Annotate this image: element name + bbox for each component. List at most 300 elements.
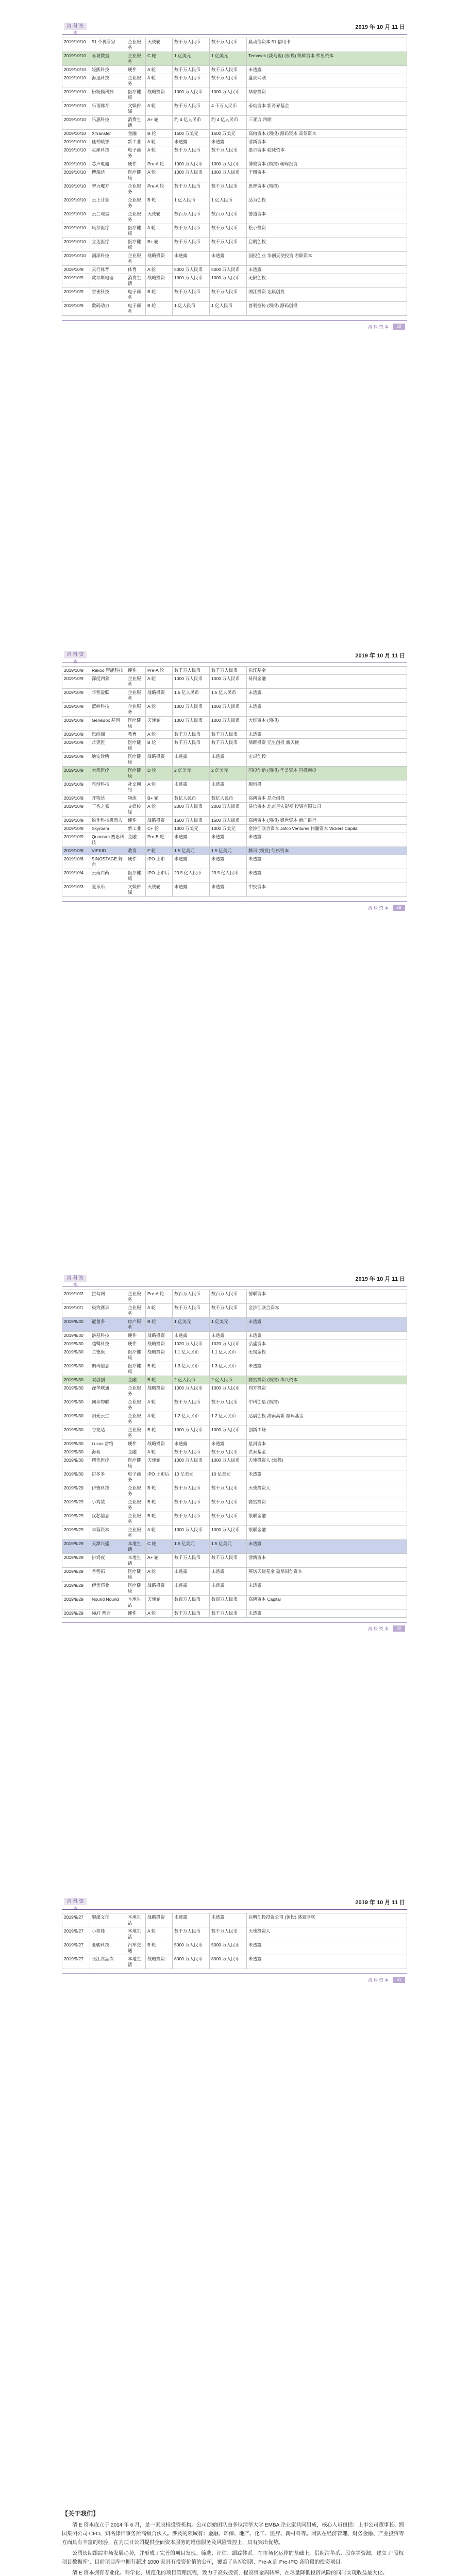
table-cell: 未透露	[247, 855, 407, 869]
table-cell: 10 亿美元	[210, 1470, 247, 1484]
table-cell: 未透露	[173, 753, 210, 767]
table-cell: 数亿人民币	[210, 794, 247, 803]
table-cell: 2019/10/10	[62, 38, 90, 52]
table-cell: 数千万人民币	[173, 1927, 210, 1941]
table-row	[62, 1440, 407, 1448]
about-section	[62, 2509, 407, 2576]
table-cell: 小桂娃	[90, 1927, 126, 1941]
table-cell: 医疗健康	[126, 88, 146, 102]
table-cell: 洛基科技	[90, 1332, 126, 1340]
table-cell: 文娱传媒	[126, 102, 146, 116]
table-cell: 2019/10/1	[62, 1304, 90, 1318]
table-cell: 约 4 亿人民币	[173, 116, 210, 130]
table-row	[62, 1318, 407, 1332]
table-cell: 数千万人民币	[173, 1512, 210, 1526]
table-cell: 丁香之家	[90, 803, 126, 817]
table-cell: GeneBox 基因	[90, 717, 126, 731]
table-cell: VIPKID	[90, 847, 126, 855]
table-cell: Nound Nound	[90, 1596, 126, 1609]
table-row	[62, 1348, 407, 1362]
table-row	[62, 1582, 407, 1596]
table-cell: 2019/10/9	[62, 731, 90, 739]
table-cell: 2019/10/8	[62, 855, 90, 869]
table-cell: 企业服务	[126, 1384, 146, 1398]
table-cell: 丰蓉资本	[90, 1526, 126, 1540]
table-cell: 2019/9/29	[62, 1526, 90, 1540]
table-cell: 未透露	[247, 1955, 407, 1969]
table-cell: 湘江投资 达晨创投	[247, 288, 407, 302]
table-cell: 数千万人民币	[173, 146, 210, 160]
table-cell: 大钰资本 (领投)	[247, 717, 407, 731]
table-row	[62, 1304, 407, 1318]
table-cell: 数千万人民币	[173, 1498, 210, 1512]
table-cell: 本地生活	[126, 1554, 146, 1568]
table-cell: 数千万人民币	[210, 739, 247, 753]
table-cell: 2019/9/30	[62, 1332, 90, 1340]
page-number: 28	[393, 324, 405, 330]
table-cell: 未透露	[173, 1440, 210, 1448]
table-cell: A 轮	[146, 1304, 173, 1318]
table-cell: 2019/9/30	[62, 1398, 90, 1412]
table-cell: 数千万人民币	[173, 288, 210, 302]
table-row	[62, 288, 407, 302]
table-cell: 数千万人民币	[173, 731, 210, 739]
header-logo: 清 科 资 本	[64, 1898, 87, 1905]
table-cell: 1000 万美元	[173, 825, 210, 833]
table-cell: A 轮	[146, 781, 173, 794]
table-cell: 本地生活	[126, 1955, 146, 1969]
table-cell: 2019/10/9	[62, 689, 90, 703]
table-cell: 2019/9/30	[62, 1340, 90, 1348]
table-cell: A 轮	[146, 731, 173, 739]
table-row	[62, 1384, 407, 1398]
table-row	[62, 66, 407, 74]
table-cell: 1000 万美元	[210, 825, 247, 833]
table-cell: 2019/10/9	[62, 266, 90, 274]
table-cell: Lucus 雷络	[90, 1440, 126, 1448]
table-cell: 千图资本	[247, 168, 407, 182]
table-cell: 企业服务	[126, 252, 146, 266]
table-cell: 本地生活	[126, 1540, 146, 1554]
table-cell: 高鸿资本 (领投) 盛世资本 新广银行	[247, 817, 407, 825]
table-cell: 精优医疗	[90, 1456, 126, 1470]
table-cell: 数千万人民币	[210, 238, 247, 252]
table-cell: 国投创新 (领投) 华盖资本 国投创投	[247, 767, 407, 781]
table-cell: A+ 轮	[146, 1554, 173, 1568]
table-cell: 2019/9/29	[62, 1498, 90, 1512]
table-cell: 弘盛资本	[247, 1340, 407, 1348]
table-cell: 战略投资	[146, 252, 173, 266]
table-cell: 赛富投资	[247, 1498, 407, 1512]
table-cell: 2019/10/10	[62, 196, 90, 210]
table-row	[62, 753, 407, 767]
table-cell: 康尔医疗	[90, 224, 126, 238]
table-row	[62, 847, 407, 855]
about-paragraph: 清 E 资本拥有专业化、科学化、规范化的项目管理流程，致力于高效投资，提高资金周转率，在尽量降低投资风险的同时实现收益最大化。	[72, 2570, 388, 2576]
table-cell: 拼多多	[90, 1470, 126, 1484]
table-cell: 未透露	[210, 1440, 247, 1448]
table-cell: 未透露	[247, 833, 407, 847]
table-cell: B 轮	[146, 302, 173, 316]
table-cell: B 轮	[146, 1318, 173, 1332]
table-cell: 阳光云生	[90, 1412, 126, 1426]
table-cell: 战略投资	[146, 1340, 173, 1348]
table-cell: 晨动信资本 51 信用卡	[247, 38, 407, 52]
table-cell: 数千万人民币	[173, 74, 210, 88]
table-cell: C 轮	[146, 52, 173, 66]
table-row	[62, 238, 407, 252]
report-page	[62, 1273, 407, 1634]
table-row	[62, 1596, 407, 1609]
table-cell: B+ 轮	[146, 794, 173, 803]
table-cell: 天使投资人	[247, 1484, 407, 1498]
table-cell: B 轮	[146, 288, 173, 302]
table-cell: 2019/10/9	[62, 781, 90, 794]
table-cell: 2019/9/30	[62, 1440, 90, 1448]
table-cell: 谷龙达	[90, 1426, 126, 1440]
table-row	[62, 717, 407, 731]
table-cell: 未透露	[173, 252, 210, 266]
table-cell: 能量多	[90, 1318, 126, 1332]
table-cell: 芯声电器	[90, 160, 126, 168]
table-cell: B 轮	[146, 1512, 173, 1526]
table-cell: 1.5 亿美元	[173, 847, 210, 855]
table-cell: 鼎晖投资 元生创投 新天使	[247, 739, 407, 753]
table-cell: 企业服务	[126, 1398, 146, 1412]
table-cell: 2019/10/8	[62, 847, 90, 855]
table-cell: 医疗健康	[126, 1362, 146, 1376]
table-row	[62, 869, 407, 883]
table-row	[62, 1412, 407, 1426]
table-cell: 2019/9/29	[62, 1484, 90, 1498]
table-cell: Pre-A 轮	[146, 1290, 173, 1304]
table-row	[62, 667, 407, 675]
table-row	[62, 1512, 407, 1526]
table-cell: 8000 万人民币	[173, 1955, 210, 1969]
table-cell: 1.5 亿美元	[210, 1540, 247, 1554]
table-cell: 1 亿美元	[173, 1318, 210, 1332]
table-cell: 2 亿美元	[173, 767, 210, 781]
table-cell: 天使轮	[146, 1596, 173, 1609]
table-cell: 1500 万人民币	[173, 817, 210, 825]
table-cell: 数千万人民币	[173, 1304, 210, 1318]
table-cell: 无限创投	[247, 274, 407, 288]
table-cell: A 轮	[146, 1568, 173, 1582]
table-row	[62, 52, 407, 66]
table-cell: 未透露	[173, 1913, 210, 1927]
footer-logo: 清 科 资 本	[368, 1978, 389, 1982]
table-cell: A 轮	[146, 146, 173, 160]
about-paragraph: 公司长期跟踪市场发展趋势，并形成了完善的项目发现、筛选、评估、跟踪体系。在市场化运作的基础上，借助清华系、股东等资源，建立了“股权项目数据库”，目前项目库中拥有超过 1000 家具有投资价值的公司，覆盖了从初创期、Pre-A 到 Pre-IPO 各阶段的投资项目。	[62, 2551, 404, 2565]
table-cell: 松江基金	[247, 667, 407, 675]
table-cell: 未透露	[247, 266, 407, 274]
about-paragraph: 清 E 资本成立于 2014 年 6 月，是一家股权投资机构。公司创始团队由多位清华大学 EMBA 企业家共同组成，核心人员包括：上市公司董事长、跨国集团公司 CFO、知名律师事务所高级合伙人。涉及的领域有：金融、环保、地产、化工、医疗、新材料等。团队在经济管理、财务金融、产业投资等方面具有丰富的经验，在为项目公司提供全面资本服务的增值服务及风险管控上，具有突出优势。	[62, 2522, 405, 2546]
table-cell: 2019/10/9	[62, 794, 90, 803]
table-cell: Pre-A 轮	[146, 667, 173, 675]
table-row	[62, 1456, 407, 1470]
table-cell: 数千万人民币	[173, 1554, 210, 1568]
table-row	[62, 1609, 407, 1618]
table-cell: 1000 万人民币	[173, 1526, 210, 1540]
table-cell: 朗玛信息	[90, 1362, 126, 1376]
table-cell: 未透露	[247, 1582, 407, 1596]
table-cell: 未透露	[247, 1318, 407, 1332]
table-cell: 2019/10/10	[62, 160, 90, 168]
table-cell: A 轮	[146, 1526, 173, 1540]
table-cell: 海迅科技	[90, 74, 126, 88]
table-cell: 1000 万人民币	[173, 160, 210, 168]
table-cell: 医疗健康	[126, 869, 146, 883]
table-cell: 华睿投资	[247, 88, 407, 102]
page-header	[62, 1896, 407, 1910]
table-cell: 企业服务	[126, 1412, 146, 1426]
table-cell: 数千万人民币	[210, 1554, 247, 1568]
table-cell: 战略投资	[146, 88, 173, 102]
table-cell: 2019/10/9	[62, 302, 90, 316]
table-cell: 2019/10/9	[62, 675, 90, 689]
table-row	[62, 102, 407, 116]
table-cell: 未透露	[173, 1568, 210, 1582]
table-cell: 未透露	[247, 869, 407, 883]
table-cell: A 轮	[146, 74, 173, 88]
header-date: 2019 年 10 月 11 日	[355, 1900, 405, 1906]
table-cell: 消费生活	[126, 116, 146, 130]
table-cell: 数千万人民币	[173, 66, 210, 74]
table-cell: 1.2 亿人民币	[210, 1412, 247, 1426]
table-cell: 润泽科技	[90, 252, 126, 266]
table-cell: 2019/10/10	[62, 52, 90, 66]
table-cell: 中投资本	[247, 883, 407, 897]
table-cell: 医疗健康	[126, 717, 146, 731]
table-cell: 2019/10/2	[62, 1290, 90, 1304]
table-cell: Temasek (淡马锡) (领投) 凯辉资本 弗思资本	[247, 52, 407, 66]
table-row	[62, 817, 407, 825]
table-row	[62, 833, 407, 847]
table-cell: 战略投资	[146, 1348, 173, 1362]
table-cell: B+ 轮	[146, 238, 173, 252]
table-cell: 电子商务	[126, 146, 146, 160]
table-cell: 拼鸡夜	[90, 1554, 126, 1568]
table-cell: 数百万人民币	[210, 1290, 247, 1304]
table-cell: 1500 万美元	[173, 130, 210, 138]
table-cell: 汽车交通	[126, 1941, 146, 1955]
table-cell: 1000 万人民币	[173, 274, 210, 288]
table-cell: 中科创星 (领投)	[247, 1398, 407, 1412]
table-cell: 深度四象	[90, 675, 126, 689]
table-cell: 1000 万人民币	[173, 1456, 210, 1470]
table-cell: 2019/10/9	[62, 739, 90, 753]
table-cell: NUT 智造	[90, 1609, 126, 1618]
report-page	[62, 649, 407, 913]
table-cell: 普智拓	[90, 1568, 126, 1582]
table-cell: 数千万人民币	[210, 1512, 247, 1526]
table-cell: 物流	[126, 794, 146, 803]
table-cell: 2019/9/30	[62, 1348, 90, 1362]
table-cell: 未透露	[247, 1941, 407, 1955]
table-cell: 企业服务	[126, 675, 146, 689]
table-cell: 1000 万人民币	[210, 274, 247, 288]
table-cell: 1000 万人民币	[210, 717, 247, 731]
page-footer	[62, 1622, 407, 1634]
table-cell: 1000 万人民币	[210, 1526, 247, 1540]
table-cell: 医疗健康	[126, 238, 146, 252]
table-cell: 1020 万人民币	[173, 1340, 210, 1348]
table-cell: 企业服务	[126, 196, 146, 210]
table-cell: 未透露	[173, 1332, 210, 1340]
table-cell: 普利恒传 (领投) 源码创投	[247, 302, 407, 316]
table-row	[62, 1376, 407, 1384]
table-cell: 企业服务	[126, 1484, 146, 1498]
table-cell: 2019/10/9	[62, 753, 90, 767]
table-cell: 创新工场	[247, 1426, 407, 1440]
page-footer	[62, 901, 407, 913]
table-cell: 数千万人民币	[173, 1484, 210, 1498]
table-cell: Pre-A 轮	[146, 160, 173, 168]
table-cell: 1500 万人民币	[210, 817, 247, 825]
table-cell: 同享物联	[90, 1398, 126, 1412]
table-row	[62, 130, 407, 138]
table-cell: 未透露	[210, 138, 247, 146]
table-cell: 约 4 亿人民币	[210, 116, 247, 130]
table-cell: 未透露	[210, 1582, 247, 1596]
table-cell: 灵犀科技	[90, 146, 126, 160]
table-cell: A 轮	[146, 224, 173, 238]
table-cell: 1.1 亿人民币	[210, 1348, 247, 1362]
table-row	[62, 781, 407, 794]
header-date: 2019 年 10 月 11 日	[355, 1276, 405, 1282]
table-cell: C+ 轮	[146, 825, 173, 833]
table-cell: 1 亿人民币	[173, 196, 210, 210]
table-cell: A 轮	[146, 1609, 173, 1618]
table-cell: 2019/10/9	[62, 817, 90, 825]
table-cell: A 轮	[146, 102, 173, 116]
header-date: 2019 年 10 月 11 日	[355, 24, 405, 30]
financing-table	[62, 1290, 407, 1618]
table-row	[62, 803, 407, 817]
table-cell: 三亚力 四期	[247, 116, 407, 130]
table-cell: 雅创科技	[90, 781, 126, 794]
table-cell: 立达医疗	[90, 238, 126, 252]
table-cell: 未透露	[247, 731, 407, 739]
table-cell: 2019/10/10	[62, 238, 90, 252]
table-cell: 未透露	[210, 855, 247, 869]
table-cell: 天使轮	[146, 1456, 173, 1470]
table-cell: 战略投资	[146, 689, 173, 703]
table-cell: 云上计算	[90, 196, 126, 210]
table-cell: 数千万人民币	[210, 182, 247, 196]
table-cell: 2 亿人民币	[173, 1376, 210, 1384]
table-cell: 数千万人民币	[173, 102, 210, 116]
table-cell: 5000 万人民币	[210, 266, 247, 274]
footer-logo: 清 科 资 本	[368, 906, 389, 910]
table-cell: 乐惠科技	[90, 116, 126, 130]
financing-table	[62, 1913, 407, 1969]
table-cell: 锐仕科技机器人	[90, 817, 126, 825]
table-cell: 国投创业 华创天使投资 君联资本	[247, 252, 407, 266]
table-cell: A 轮	[146, 1927, 173, 1941]
table-cell: 新工业	[126, 825, 146, 833]
table-cell: 2019/9/30	[62, 1376, 90, 1384]
table-cell: B 轮	[146, 1498, 173, 1512]
table-cell: 1.3 亿人民币	[173, 1362, 210, 1376]
table-cell: 云南白药	[90, 869, 126, 883]
table-cell: 未透露	[247, 703, 407, 717]
table-row	[62, 146, 407, 160]
table-cell: 2019/10/9	[62, 717, 90, 731]
table-row	[62, 88, 407, 102]
table-cell: 伊德科技	[90, 1484, 126, 1498]
table-cell: 数千万人民币	[210, 38, 247, 52]
table-row	[62, 1540, 407, 1554]
table-cell: 云行体育	[90, 266, 126, 274]
table-cell: 硬件	[126, 1332, 146, 1340]
table-row	[62, 1332, 407, 1340]
table-cell: Pre-A 轮	[146, 182, 173, 196]
table-cell: 企业服务	[126, 1304, 146, 1318]
table-cell: 消费生活	[126, 274, 146, 288]
table-cell: 1000 万人民币	[173, 168, 210, 182]
table-row	[62, 1398, 407, 1412]
table-cell: 51 个税管家	[90, 38, 126, 52]
table-cell: 达晨创投 湖南高新 鼎晖基金	[247, 1412, 407, 1426]
table-cell: 1.5 亿美元	[173, 1540, 210, 1554]
table-cell: 未透露	[247, 1470, 407, 1484]
table-cell: 数千万人民币	[210, 1398, 247, 1412]
table-cell: 房产服务	[126, 1318, 146, 1332]
table-cell: 未透露	[210, 1332, 247, 1340]
page-header	[62, 649, 407, 663]
table-cell: 2019/10/9	[62, 667, 90, 675]
table-cell: 数千万人民币	[173, 1398, 210, 1412]
table-cell: 战略投资	[146, 1955, 173, 1969]
table-cell: 金融	[126, 1448, 146, 1456]
table-cell: 易信资本 北京星宏影视 投资有限公司	[247, 803, 407, 817]
table-row	[62, 210, 407, 224]
footer-logo: 清 科 资 本	[368, 1626, 389, 1631]
table-cell: 高鸿资本 Capital	[247, 1596, 407, 1609]
table-cell: 启明创投投资公司 (领投) 盛景网联	[247, 1913, 407, 1927]
table-row	[62, 302, 407, 316]
table-row	[62, 1426, 407, 1440]
table-cell: 未透露	[247, 1362, 407, 1376]
table-cell: 2019/10/10	[62, 116, 90, 130]
table-cell: 数千万人民币	[210, 1304, 247, 1318]
table-cell: 2019/10/10	[62, 74, 90, 88]
table-row	[62, 1448, 407, 1456]
table-cell: 易科金融	[247, 675, 407, 689]
table-cell: 文娱传媒	[126, 883, 146, 897]
table-cell: 数千万人民币	[210, 667, 247, 675]
table-cell: 企业服务	[126, 1426, 146, 1440]
header-logo: 清 科 资 本	[64, 23, 87, 30]
table-cell: A 轮	[146, 138, 173, 146]
table-cell: 1000 万人民币	[210, 703, 247, 717]
table-cell: 4 千万人民币	[210, 102, 247, 116]
table-cell: 清新资本	[247, 1554, 407, 1568]
table-cell: 23.5 亿人民币	[173, 869, 210, 883]
table-cell: 数码动力	[90, 302, 126, 316]
table-cell: 智力魔方	[90, 182, 126, 196]
table-cell: 兰德康	[90, 1348, 126, 1362]
table-cell: 1000 万人民币	[210, 1456, 247, 1470]
table-cell: 数千万人民币	[173, 238, 210, 252]
page-footer	[62, 1973, 407, 1986]
table-row	[62, 703, 407, 717]
table-cell: 数千万人民币	[210, 1484, 247, 1498]
table-cell: 战略投资	[146, 1332, 173, 1340]
table-cell: 企业服务	[126, 38, 146, 52]
table-row	[62, 224, 407, 238]
